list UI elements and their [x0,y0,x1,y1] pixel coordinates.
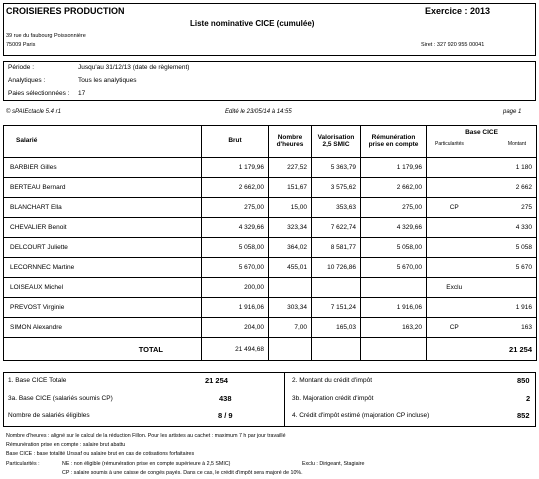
page-number: page 1 [503,109,522,115]
total-montant: 21 254 [482,338,537,361]
param-value-periode: Jusqu'au 31/12/13 (date de règlement) [78,64,190,71]
table-row [4,298,537,318]
montant-cell: 5 058 [482,238,537,258]
remuneration-cell: 1 916,06 [361,298,427,318]
footnote-exclu: Exclu : Dirigeant, Stagiaire [302,461,365,467]
summary-base-totale-value: 21 254 [205,376,228,385]
table-row [4,318,537,338]
header-montant: Montant [507,140,526,147]
brut-cell: 5 058,00 [202,238,269,258]
montant-cell: 1 916 [482,298,537,318]
remuneration-cell: 1 179,96 [361,158,427,178]
heures-cell: 7,00 [269,318,312,338]
valorisation-cell: 10 726,86 [312,258,361,278]
remuneration-cell: 5 058,00 [361,238,427,258]
table-row [4,158,537,178]
montant-cell: 1 180 [482,158,537,178]
particularites-cell: Exclu [427,278,482,298]
summary-base-cp-value: 438 [219,394,232,403]
brut-cell: 4 329,66 [202,218,269,238]
valorisation-cell: 7 622,74 [312,218,361,238]
brut-cell: 1 179,96 [202,158,269,178]
heures-cell [269,278,312,298]
footnote-remuneration: Rémunération prise en compte : salaire brut abattu [6,442,126,448]
header-heures: Nombre d'heures [269,126,312,158]
table-row [4,198,537,218]
remuneration-cell: 5 670,00 [361,258,427,278]
particularites-cell [427,298,482,318]
company-name: CROISIERES PRODUCTION [6,6,125,16]
total-empty-4 [427,338,482,361]
address-line-1: 39 rue du faubourg Poissonnière [6,33,86,39]
particularites-cell [427,178,482,198]
header-particularites: Particularités [435,140,464,147]
montant-cell: 163 [482,318,537,338]
remuneration-cell: 2 662,00 [361,178,427,198]
total-label: TOTAL [4,338,202,361]
valorisation-cell [312,278,361,298]
montant-cell [482,278,537,298]
exercise-year: Exercice : 2013 [425,6,491,16]
header-salarie: Salarié [4,126,202,158]
particularites-cell [427,158,482,178]
particularites-cell [427,218,482,238]
summary-base-totale-label: 1. Base CICE Totale [8,377,67,384]
employee-name: DELCOURT Juliette [4,238,202,258]
montant-cell: 5 670 [482,258,537,278]
table-row [4,238,537,258]
heures-cell: 227,52 [269,158,312,178]
table-row [4,178,537,198]
footnote-cp: CP : salaire soumis à une caisse de congés payés. Dans ce cas, le crédit d'impôt sera majoré de 10%. [62,470,303,476]
brut-cell: 204,00 [202,318,269,338]
footnote-particularites-label: Particularités : [6,461,40,467]
brut-cell: 2 662,00 [202,178,269,198]
brut-cell: 5 670,00 [202,258,269,278]
total-empty-3 [361,338,427,361]
header-remuneration: Rémunération prise en compte [361,126,427,158]
particularites-cell [427,258,482,278]
header-base-label: Base CICE [465,129,498,136]
edit-date: Edité le 23/05/14 à 14:55 [225,109,292,115]
param-value-paies: 17 [78,90,86,97]
montant-cell: 2 662 [482,178,537,198]
report-title: Liste nominative CICE (cumulée) [190,19,315,28]
param-label-periode: Période : [8,64,35,71]
employee-name: BERTEAU Bernard [4,178,202,198]
total-row [4,338,537,361]
software-version: © sPAIEctacle 5.4 r1 [6,109,61,115]
summary-eligibles-value: 8 / 9 [218,411,233,420]
summary-majoration-label: 3b. Majoration crédit d'impôt [292,395,374,402]
employee-name: LOISEAUX Michel [4,278,202,298]
remuneration-cell [361,278,427,298]
footnote-ne: NE : non éligible (rémunération prise en compte supérieure à 2,5 SMIC) [62,461,231,467]
footnote-base: Base CICE : base totalité Urssaf ou salaire brut en cas de cotisations forfaitaires [6,451,195,457]
brut-cell: 275,00 [202,198,269,218]
table-header-row [4,126,537,158]
header-valorisation: Valorisation 2,5 SMIC [312,126,361,158]
header-brut: Brut [202,126,269,158]
valorisation-cell: 3 575,62 [312,178,361,198]
heures-cell: 364,02 [269,238,312,258]
header-base-sub [429,142,534,152]
total-empty-2 [312,338,361,361]
summary-credit-estime-label: 4. Crédit d'impôt estimé (majoration CP incluse) [292,412,430,419]
param-label-analytiques: Analytiques : [8,77,46,84]
summary-divider [284,372,285,427]
valorisation-cell: 5 363,79 [312,158,361,178]
brut-cell: 1 916,06 [202,298,269,318]
particularites-cell: CP [427,318,482,338]
heures-cell: 303,34 [269,298,312,318]
summary-montant-value: 850 [517,376,530,385]
remuneration-cell: 4 329,66 [361,218,427,238]
remuneration-cell: 275,00 [361,198,427,218]
table-row [4,218,537,238]
param-label-paies: Paies sélectionnées : [8,90,70,97]
employee-name: BARBIER Gilles [4,158,202,178]
montant-cell: 275 [482,198,537,218]
table-row [4,258,537,278]
employee-name: CHEVALIER Benoit [4,218,202,238]
particularites-cell [427,238,482,258]
valorisation-cell: 353,63 [312,198,361,218]
summary-majoration-value: 2 [526,394,531,403]
heures-cell: 323,34 [269,218,312,238]
summary-montant-label: 2. Montant du crédit d'impôt [292,377,373,384]
particularites-cell: CP [427,198,482,218]
table-row [4,278,537,298]
summary-eligibles-label: Nombre de salariés éligibles [8,412,90,419]
employee-name: LECORNNEC Martine [4,258,202,278]
header-base-cice [427,126,537,158]
employee-name: BLANCHART Ella [4,198,202,218]
total-empty-1 [269,338,312,361]
remuneration-cell: 163,20 [361,318,427,338]
address-line-2: 75009 Paris [6,42,36,48]
brut-cell: 200,00 [202,278,269,298]
valorisation-cell: 165,03 [312,318,361,338]
heures-cell: 151,67 [269,178,312,198]
footnote-heures: Nombre d'heures : aligné sur le calcul de la réduction Fillon. Pour les artistes au cachet : maximum 7 h par jour travaillé [6,433,286,439]
employee-name: PREVOST Virginie [4,298,202,318]
valorisation-cell: 7 151,24 [312,298,361,318]
heures-cell: 455,01 [269,258,312,278]
siret-number: Siret : 327 920 955 00041 [421,42,485,48]
heures-cell: 15,00 [269,198,312,218]
param-value-analytiques: Tous les analytiques [78,77,137,84]
total-brut: 21 494,68 [202,338,269,361]
valorisation-cell: 8 581,77 [312,238,361,258]
summary-base-cp-label: 3a. Base CICE (salariés soumis CP) [8,395,113,402]
employee-name: SIMON Alexandre [4,318,202,338]
summary-credit-estime-value: 852 [517,411,530,420]
cice-table [3,125,537,361]
montant-cell: 4 330 [482,218,537,238]
